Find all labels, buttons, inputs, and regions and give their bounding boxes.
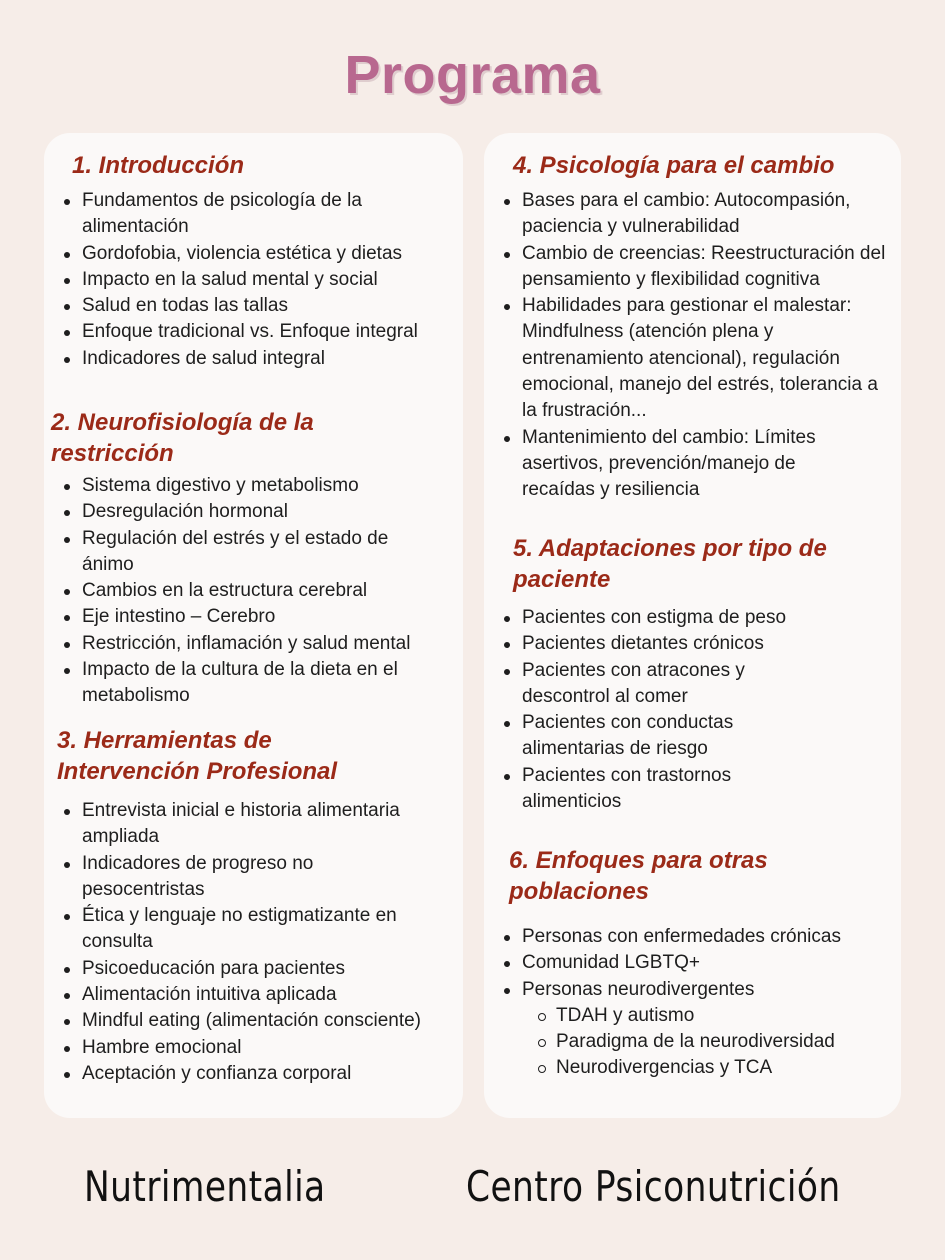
list-item: Restricción, inflamación y salud mental [54, 631, 454, 657]
list-item: Alimentación intuitiva aplicada [54, 982, 454, 1008]
sub-list-item: TDAH y autismo [494, 1003, 886, 1029]
item-list [54, 473, 454, 710]
item-list [54, 798, 454, 1087]
item-list [54, 188, 454, 372]
list-item: Fundamentos de psicología de la alimentación [54, 188, 454, 241]
list-item: Personas neurodivergentes [494, 977, 886, 1003]
list-item: Enfoque tradicional vs. Enfoque integral [54, 319, 454, 345]
section-enfoques [509, 845, 889, 1082]
item-list [494, 924, 886, 1003]
section-neurofisiologia [51, 407, 451, 710]
section-title: 3. Herramientas de Intervención Profesional [57, 727, 338, 785]
list-item: Desregulación hormonal [54, 499, 454, 525]
sub-list-item: Neurodivergencias y TCA [494, 1055, 886, 1081]
list-item: Bases para el cambio: Autocompasión, paciencia y vulnerabilidad [494, 188, 886, 241]
footer-brand-left: Nutrimentalia [84, 1162, 326, 1211]
section-title: 2. Neurofisiología de la restricción [51, 409, 314, 467]
section-adaptaciones [513, 533, 893, 815]
page-title: Programa [344, 45, 601, 105]
list-item: Salud en todas las tallas [54, 293, 454, 319]
list-item: Hambre emocional [54, 1035, 454, 1061]
sub-item-list [494, 1003, 886, 1082]
section-title: 4. Psicología para el cambio [513, 152, 835, 179]
list-item: Comunidad LGBTQ+ [494, 950, 886, 976]
list-item: Indicadores de progreso no pesocentristas [54, 851, 454, 904]
left-column-card [44, 133, 463, 1118]
list-item: Eje intestino – Cerebro [54, 604, 454, 630]
list-item: Impacto en la salud mental y social [54, 267, 454, 293]
list-item: Psicoeducación para pacientes [54, 956, 454, 982]
list-item: Cambios en la estructura cerebral [54, 578, 454, 604]
list-item: Pacientes con trastornos alimenticios [494, 763, 886, 816]
list-item: Cambio de creencias: Reestructuración del pensamiento y flexibilidad cognitiva [494, 241, 886, 294]
list-item: Ética y lenguaje no estigmatizante en consulta [54, 903, 454, 956]
sub-list-item: Paradigma de la neurodiversidad [494, 1029, 886, 1055]
list-item: Pacientes con atracones y descontrol al comer [494, 658, 886, 711]
list-item: Pacientes dietantes crónicos [494, 631, 886, 657]
list-item: Habilidades para gestionar el malestar: Mindfulness (atención plena y entrenamiento atencional), regulación emocional, manejo del estrés, tolerancia a la frustración... [494, 293, 886, 424]
list-item: Mantenimiento del cambio: Límites asertivos, prevención/manejo de recaídas y resiliencia [494, 425, 886, 504]
list-item: Personas con enfermedades crónicas [494, 924, 886, 950]
list-item: Pacientes con conductas alimentarias de riesgo [494, 710, 886, 763]
footer-brand-right: Centro Psiconutrición [466, 1162, 841, 1211]
list-item: Entrevista inicial e historia alimentaria ampliada [54, 798, 454, 851]
list-item: Gordofobia, violencia estética y dietas [54, 241, 454, 267]
section-herramientas [57, 725, 452, 1087]
list-item: Impacto de la cultura de la dieta en el metabolismo [54, 657, 454, 710]
item-list [494, 188, 886, 504]
section-introduccion [72, 150, 452, 372]
list-item: Indicadores de salud integral [54, 346, 454, 372]
section-title: 5. Adaptaciones por tipo de paciente [513, 535, 827, 593]
list-item: Pacientes con estigma de peso [494, 605, 886, 631]
list-item: Mindful eating (alimentación consciente) [54, 1008, 454, 1034]
right-column-card [484, 133, 901, 1118]
list-item: Regulación del estrés y el estado de ánimo [54, 526, 454, 579]
section-title: 6. Enfoques para otras poblaciones [509, 847, 768, 905]
section-title: 1. Introducción [72, 152, 245, 179]
list-item: Aceptación y confianza corporal [54, 1061, 454, 1087]
section-psicologia-cambio [513, 150, 893, 504]
list-item: Sistema digestivo y metabolismo [54, 473, 454, 499]
item-list [494, 605, 886, 815]
